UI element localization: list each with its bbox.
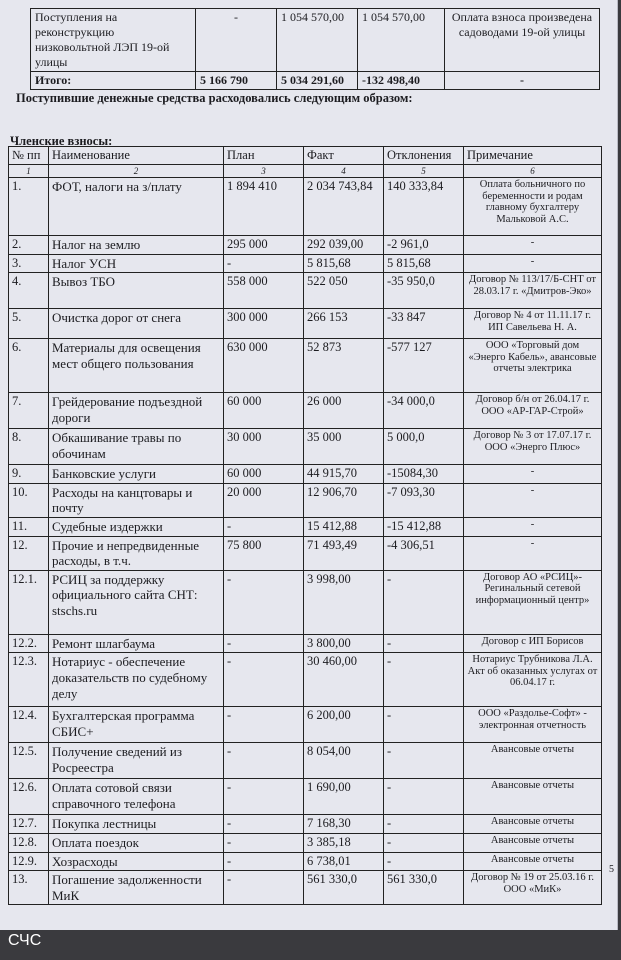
row-note: - [464,483,602,517]
row-number: 6. [9,339,49,393]
colnum-4: 4 [304,165,384,178]
colnum-5: 5 [384,165,464,178]
row-note: Авансовые отчеты [464,815,602,834]
income-deviation: 1 054 570,00 [358,9,445,72]
row-deviation: 5 815,68 [384,254,464,273]
row-name: Грейдерование подъездной дороги [49,393,224,429]
row-number: 12.5. [9,743,49,779]
row-number: 12.1. [9,570,49,634]
income-fact: 1 054 570,00 [277,9,358,72]
table-row [9,465,602,484]
colnum-6: 6 [464,165,602,178]
row-deviation: -577 127 [384,339,464,393]
row-name: Налог УСН [49,254,224,273]
table-row [9,178,602,236]
row-name: Прочие и непредвиденные расходы, в т.ч. [49,536,224,570]
row-fact: 3 800,00 [304,634,384,653]
table-row [9,429,602,465]
row-deviation: - [384,707,464,743]
row-plan: - [224,833,304,852]
header-no: № пп [9,147,49,165]
row-note: Оплата больничного по беременности и родам главному бухгалтеру Мальковой А.С. [464,178,602,236]
total-row [31,72,600,90]
row-note: Авансовые отчеты [464,833,602,852]
expenses-table [8,146,602,905]
row-deviation: - [384,570,464,634]
row-number: 12. [9,536,49,570]
table-row [9,517,602,536]
table-row [9,815,602,834]
row-note: - [464,536,602,570]
row-deviation: - [384,815,464,834]
row-name: Банковские услуги [49,465,224,484]
row-name: Обкашивание травы по обочинам [49,429,224,465]
row-plan: 1 894 410 [224,178,304,236]
row-plan: 20 000 [224,483,304,517]
table-row [9,536,602,570]
table-row [9,707,602,743]
table-row [9,743,602,779]
row-name: Расходы на канцтовары и почту [49,483,224,517]
row-name: Вывоз ТБО [49,273,224,309]
row-name: Погашение задолженности МиК [49,871,224,905]
row-note: Договор № 4 от 11.11.17 г. ИП Савельева Н. А. [464,309,602,339]
row-number: 4. [9,273,49,309]
row-number: 7. [9,393,49,429]
row-fact: 5 815,68 [304,254,384,273]
row-deviation: -33 847 [384,309,464,339]
row-number: 2. [9,236,49,255]
table-row [9,634,602,653]
row-deviation: -7 093,30 [384,483,464,517]
row-number: 12.4. [9,707,49,743]
row-name: Очистка дорог от снега [49,309,224,339]
row-number: 9. [9,465,49,484]
row-note: Авансовые отчеты [464,852,602,871]
colnum-2: 2 [49,165,224,178]
row-number: 11. [9,517,49,536]
table-row [9,254,602,273]
row-number: 12.9. [9,852,49,871]
section-title: Членские взносы: [10,134,113,148]
header-name: Наименование [49,147,224,165]
income-summary-table [30,8,600,90]
row-fact: 522 050 [304,273,384,309]
row-note: ООО «Торговый дом «Энерго Кабель», авансовые отчеты электрика [464,339,602,393]
row-note: Авансовые отчеты [464,779,602,815]
row-name: Покупка лестницы [49,815,224,834]
row-name: Бухгалтерская программа СБИС+ [49,707,224,743]
row-note: Нотариус Трубникова Л.А. Акт об оказанных услугах от 06.04.17 г. [464,653,602,707]
row-plan: 30 000 [224,429,304,465]
row-name: РСИЦ за поддержку официального сайта СНТ: stschs.ru [49,570,224,634]
row-name: Хозрасходы [49,852,224,871]
row-note: Договор АО «РСИЦ»-Регинальный сетевой информационный центр» [464,570,602,634]
row-number: 12.3. [9,653,49,707]
row-deviation: - [384,779,464,815]
row-deviation: - [384,743,464,779]
row-number: 12.2. [9,634,49,653]
row-note: - [464,465,602,484]
table-row [9,236,602,255]
row-fact: 15 412,88 [304,517,384,536]
row-plan: - [224,871,304,905]
row-fact: 1 690,00 [304,779,384,815]
row-plan: 60 000 [224,465,304,484]
row-fact: 2 034 743,84 [304,178,384,236]
row-number: 12.8. [9,833,49,852]
row-note: - [464,517,602,536]
row-plan: 630 000 [224,339,304,393]
row-note: Договор № 113/17/Б-СНТ от 28.03.17 г. «Дмитров-Эко» [464,273,602,309]
row-plan: - [224,570,304,634]
row-deviation: - [384,634,464,653]
row-note: Договор с ИП Борисов [464,634,602,653]
income-note: Оплата взноса произведена садоводами 19-ой улицы [445,9,600,72]
row-number: 10. [9,483,49,517]
row-note: ООО «Раздолье-Софт» - электронная отчетность [464,707,602,743]
row-number: 12.7. [9,815,49,834]
row-fact: 44 915,70 [304,465,384,484]
row-fact: 292 039,00 [304,236,384,255]
table-row [9,339,602,393]
row-deviation: -15084,30 [384,465,464,484]
colnum-3: 3 [224,165,304,178]
table-row [9,393,602,429]
row-fact: 6 200,00 [304,707,384,743]
row-plan: 60 000 [224,393,304,429]
row-plan: 295 000 [224,236,304,255]
row-plan: - [224,254,304,273]
row-deviation: -15 412,88 [384,517,464,536]
row-fact: 71 493,49 [304,536,384,570]
row-plan: 300 000 [224,309,304,339]
header-note: Примечание [464,147,602,165]
row-plan: - [224,743,304,779]
row-plan: - [224,815,304,834]
row-fact: 7 168,30 [304,815,384,834]
row-plan: 558 000 [224,273,304,309]
row-note: - [464,236,602,255]
row-number: 12.6. [9,779,49,815]
row-note: Договор № 19 от 25.03.16 г. ООО «МиК» [464,871,602,905]
row-note: - [464,254,602,273]
row-plan: 75 800 [224,536,304,570]
table-row [9,779,602,815]
row-deviation: 140 333,84 [384,178,464,236]
table-row [9,833,602,852]
row-plan: - [224,517,304,536]
total-note: - [445,72,600,90]
watermark-overlay: СЧС [8,932,42,949]
row-name: Ремонт шлагбаума [49,634,224,653]
row-fact: 8 054,00 [304,743,384,779]
row-fact: 12 906,70 [304,483,384,517]
total-deviation: -132 498,40 [358,72,445,90]
total-plan: 5 166 790 [196,72,277,90]
row-note: Авансовые отчеты [464,743,602,779]
row-number: 5. [9,309,49,339]
row-deviation: - [384,852,464,871]
row-fact: 52 873 [304,339,384,393]
page-number: 5 [609,864,614,875]
row-number: 8. [9,429,49,465]
row-number: 3. [9,254,49,273]
table-row [9,483,602,517]
row-fact: 26 000 [304,393,384,429]
row-deviation: -4 306,51 [384,536,464,570]
row-number: 13. [9,871,49,905]
row-name: Оплата сотовой связи справочного телефона [49,779,224,815]
header-plan: План [224,147,304,165]
header-fact: Факт [304,147,384,165]
table-row [31,9,600,72]
row-plan: - [224,653,304,707]
table-row [9,273,602,309]
row-deviation: 561 330,0 [384,871,464,905]
row-deviation: 5 000,0 [384,429,464,465]
row-deviation: -34 000,0 [384,393,464,429]
table-row [9,570,602,634]
row-fact: 266 153 [304,309,384,339]
row-note: Договор б/н от 26.04.17 г. ООО «АР-ГАР-Строй» [464,393,602,429]
table-row [9,653,602,707]
row-deviation: - [384,833,464,852]
row-deviation: -2 961,0 [384,236,464,255]
row-plan: - [224,852,304,871]
table-row [9,309,602,339]
row-name: ФОТ, налоги на з/плату [49,178,224,236]
row-name: Судебные издержки [49,517,224,536]
row-fact: 35 000 [304,429,384,465]
row-plan: - [224,779,304,815]
income-name: Поступления на реконструкцию низковольтной ЛЭП 19-ой улицы [31,9,196,72]
row-deviation: - [384,653,464,707]
row-fact: 6 738,01 [304,852,384,871]
row-fact: 30 460,00 [304,653,384,707]
row-fact: 3 385,18 [304,833,384,852]
row-name: Получение сведений из Росреестра [49,743,224,779]
row-name: Материалы для освещения мест общего пользования [49,339,224,393]
total-fact: 5 034 291,60 [277,72,358,90]
total-label: Итого: [31,72,196,90]
row-deviation: -35 950,0 [384,273,464,309]
table-row [9,852,602,871]
expenses-body [9,178,602,905]
row-name: Нотариус - обеспечение доказательств по судебному делу [49,653,224,707]
row-note: Договор № 3 от 17.07.17 г. ООО «Энерго Плюс» [464,429,602,465]
column-number-row [9,165,602,178]
colnum-1: 1 [9,165,49,178]
table-row [9,871,602,905]
row-fact: 3 998,00 [304,570,384,634]
row-name: Оплата поездок [49,833,224,852]
income-plan: - [196,9,277,72]
header-row [9,147,602,165]
row-name: Налог на землю [49,236,224,255]
row-number: 1. [9,178,49,236]
row-plan: - [224,634,304,653]
intro-sentence: Поступившие денежные средства расходовались следующим образом: [16,91,413,105]
row-plan: - [224,707,304,743]
row-fact: 561 330,0 [304,871,384,905]
header-deviation: Отклонения [384,147,464,165]
